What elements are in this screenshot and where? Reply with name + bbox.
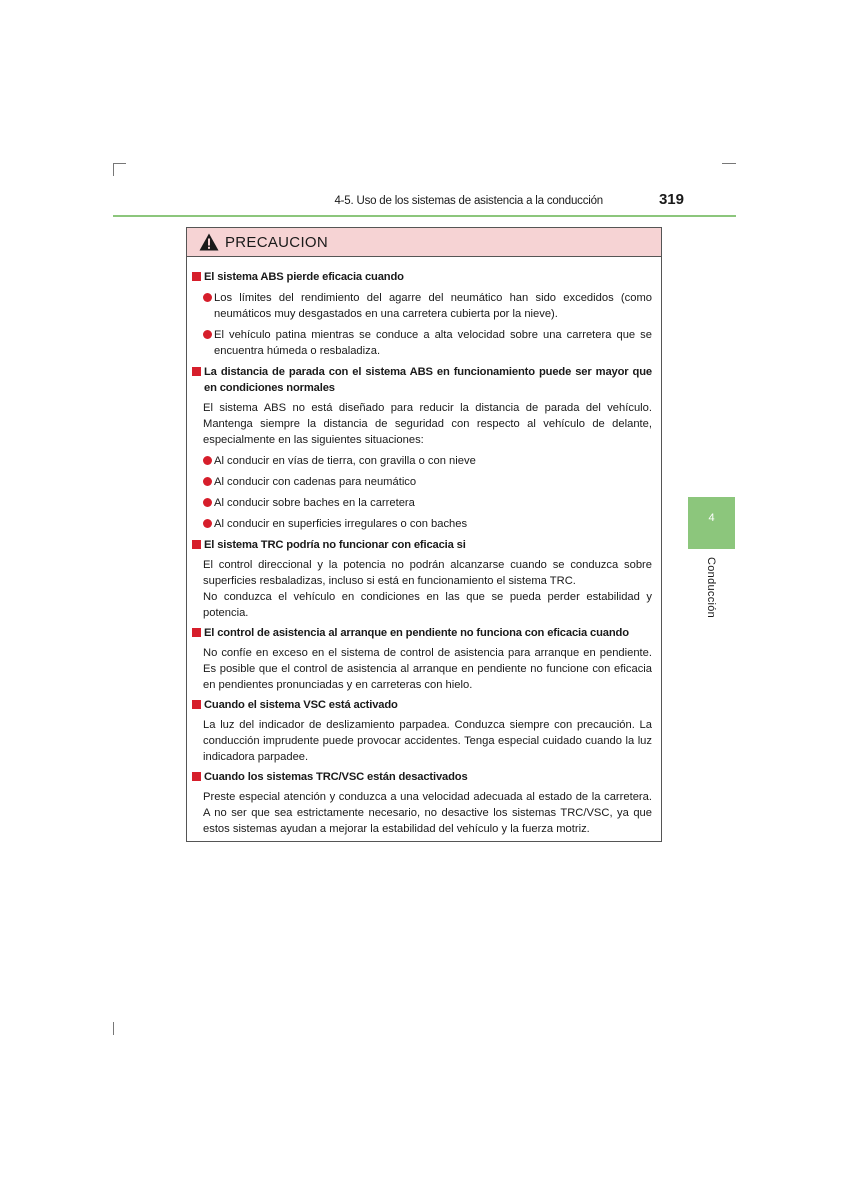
- crop-mark-top-left-v: [113, 163, 114, 176]
- red-square-icon: [192, 772, 201, 781]
- section-heading: El sistema TRC podría no funcionar con eficacia si: [192, 537, 652, 553]
- section-heading: El sistema ABS pierde eficacia cuando: [192, 269, 652, 285]
- red-square-icon: [192, 540, 201, 549]
- red-dot-icon: [203, 293, 212, 302]
- section-heading: Cuando los sistemas TRC/VSC están desactivados: [192, 769, 652, 785]
- bullet-item: El vehículo patina mientras se conduce a alta velocidad sobre una carretera que se encuentra húmeda o resbaladiza.: [203, 327, 652, 359]
- red-square-icon: [192, 272, 201, 281]
- section-paragraph: El sistema ABS no está diseñado para reducir la distancia de parada del vehículo. Mantenga siempre la distancia de seguridad con respecto al vehículo de delante, especialmente en las siguientes situaciones:: [203, 402, 652, 446]
- header-rule: [113, 215, 736, 217]
- bullet-item: Al conducir sobre baches en la carretera: [203, 495, 652, 511]
- bullet-item: Al conducir en vías de tierra, con gravilla o con nieve: [203, 453, 652, 469]
- caution-box: [186, 227, 662, 842]
- bullet-item: Los límites del rendimiento del agarre del neumático han sido excedidos (como neumáticos muy desgastados en una carretera cubierta por la nieve).: [203, 290, 652, 322]
- section-paragraph: No conduzca el vehículo en condiciones en las que se pueda perder estabilidad y potencia.: [203, 591, 652, 619]
- caution-header: [187, 228, 661, 257]
- caution-body: [187, 257, 661, 837]
- section-paragraph: El control direccional y la potencia no podrán alcanzarse cuando se conduzca sobre superficies resbaladizas, incluso si está en funcionamiento el sistema TRC.: [203, 559, 652, 587]
- page-number: 319: [658, 191, 684, 208]
- chapter-number: 4: [708, 512, 715, 524]
- red-square-icon: [192, 628, 201, 637]
- section-heading: La distancia de parada con el sistema ABS en funcionamiento puede ser mayor que en condiciones normales: [192, 364, 652, 396]
- section-paragraph: Preste especial atención y conduzca a una velocidad adecuada al estado de la carretera. A no ser que sea estrictamente necesario, no desactive los sistemas TRC/VSC, ya que estos sistemas ayudan a mejorar la estabilidad del vehículo y la fuerza motriz.: [203, 791, 652, 835]
- bullet-item: Al conducir con cadenas para neumático: [203, 474, 652, 490]
- red-dot-icon: [203, 519, 212, 528]
- warning-triangle-icon: [199, 233, 219, 251]
- section-paragraph: La luz del indicador de deslizamiento parpadea. Conduzca siempre con precaución. La conducción imprudente puede provocar accidentes. Tenga especial cuidado cuando la luz indicadora parpadee.: [203, 719, 652, 763]
- crop-mark-bottom-left-v: [113, 1022, 114, 1035]
- section-paragraph: No confíe en exceso en el sistema de control de asistencia para arranque en pendiente. Es posible que el control de asistencia al arranque en pendiente no funcione con eficacia en pendientes pronunciadas y en carreteras con hielo.: [203, 647, 652, 691]
- red-dot-icon: [203, 456, 212, 465]
- section-header-title: 4-5. Uso de los sistemas de asistencia a la conducción: [334, 195, 603, 207]
- chapter-tab: [688, 497, 735, 549]
- bullet-item: Al conducir en superficies irregulares o con baches: [203, 516, 652, 532]
- red-square-icon: [192, 367, 201, 376]
- crop-mark-top-left-h: [113, 163, 126, 164]
- red-dot-icon: [203, 330, 212, 339]
- chapter-label: Conducción: [705, 557, 717, 619]
- red-square-icon: [192, 700, 201, 709]
- red-dot-icon: [203, 498, 212, 507]
- section-heading: El control de asistencia al arranque en pendiente no funciona con eficacia cuando: [192, 625, 652, 641]
- section-heading: Cuando el sistema VSC está activado: [192, 697, 652, 713]
- caution-title: PRECAUCION: [225, 233, 329, 251]
- crop-mark-top-right-h: [722, 163, 736, 164]
- red-dot-icon: [203, 477, 212, 486]
